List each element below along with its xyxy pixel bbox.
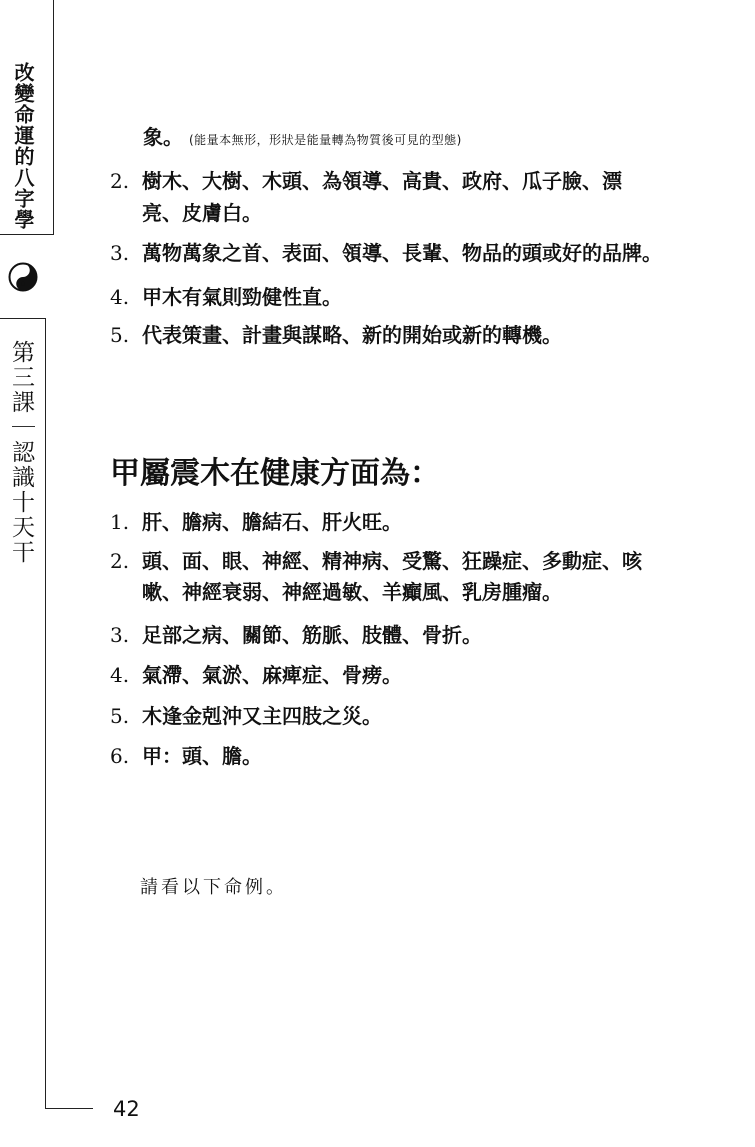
item-number: 4.: [110, 663, 130, 687]
item-number: 2.: [110, 169, 130, 193]
list-item: [110, 619, 482, 648]
list-item-continuation: 亮、皮膚白。: [142, 201, 262, 225]
list-item-continuation: 嗽、神經衰弱、神經過敏、羊癲風、乳房腫瘤。: [142, 580, 562, 604]
list-item: [110, 506, 402, 535]
section-heading: 甲屬震木在健康方面為：: [110, 456, 440, 491]
item-text: 足部之病、關節、筋脈、肢體、骨折。: [142, 623, 482, 647]
item-text: 萬物萬象之首、表面、領導、長輩、物品的頭或好的品牌。: [142, 241, 662, 265]
item-number: 3.: [110, 623, 130, 647]
list-item: [110, 740, 262, 769]
item-text: 頭、面、眼、神經、精神病、受驚、狂躁症、多動症、咳: [142, 549, 642, 573]
list-item: [110, 281, 342, 310]
item-text: 樹木、大樹、木頭、為領導、高貴、政府、瓜子臉、漂: [142, 169, 622, 193]
list-item: [110, 319, 562, 348]
book-title: 改變命運的八字學: [11, 62, 35, 230]
continuation-text: 象。: [143, 125, 183, 149]
item-number: 3.: [110, 241, 130, 265]
item-text: 木逢金剋沖又主四肢之災。: [142, 704, 382, 728]
list-item: [110, 700, 382, 729]
item-number: 6.: [110, 744, 130, 768]
list-item: [110, 545, 642, 574]
footer-text: 請看以下命例。: [140, 877, 287, 898]
page-number: 42: [113, 1097, 140, 1121]
item-number: 1.: [110, 510, 130, 534]
item-text: 氣滯、氣淤、麻痺症、骨痨。: [142, 663, 402, 687]
item-text: 代表策畫、計畫與謀略、新的開始或新的轉機。: [142, 323, 562, 347]
item-text: 甲木有氣則勁健性直。: [142, 285, 342, 309]
item-text: 甲：頭、膽。: [142, 744, 262, 768]
item-number: 4.: [110, 285, 130, 309]
chapter-title: 第三課｜認識十天干: [8, 340, 34, 565]
item-number: 5.: [110, 323, 130, 347]
item-number: 2.: [110, 549, 130, 573]
continuation-line: [143, 121, 462, 150]
item-number: 5.: [110, 704, 130, 728]
list-item: [110, 237, 662, 266]
continuation-note: (能量本無形，形狀是能量轉為物質後可見的型態): [189, 133, 462, 147]
list-item: [110, 659, 402, 688]
item-text: 肝、膽病、膽結石、肝火旺。: [142, 510, 402, 534]
list-item: [110, 165, 622, 194]
